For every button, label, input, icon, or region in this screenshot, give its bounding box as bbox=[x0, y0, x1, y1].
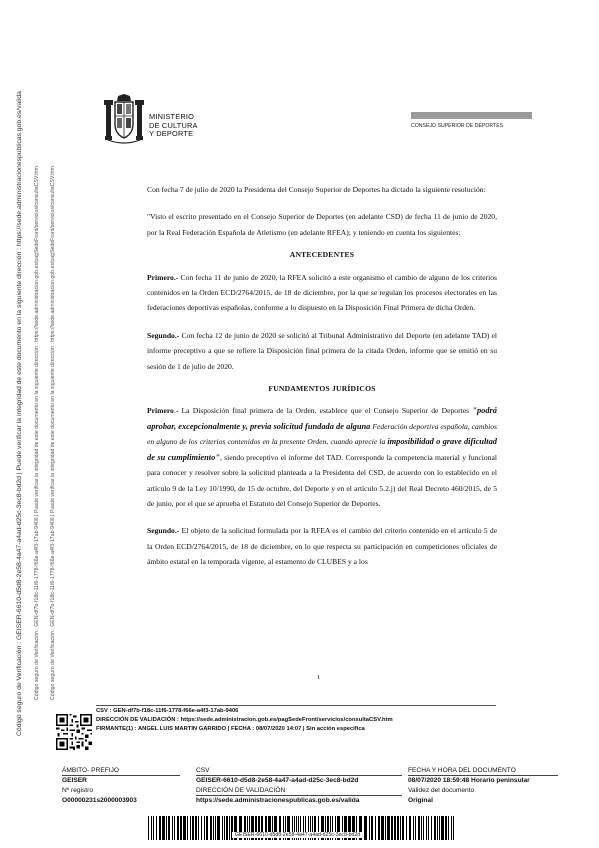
validation-address-line: DIRECCIÓN DE VALIDACIÓN : https://sede.administracion.gob.es/pagSedeFront/servicios/consultaCSV.htm bbox=[96, 717, 393, 723]
csv-label: CSV bbox=[196, 767, 402, 776]
fj-segundo-text: El objeto de la solicitud formulada por la RFEA es el cambio del criterio contenido en el artículo 5 de la Orden ECD/2764/2015, de 18 de diciembre, en lo que respecta su participación en competiciones oficiales de ámbito estatal en la temporada vigente, al estamento de CLUBES y a los bbox=[147, 526, 497, 567]
segundo-text: Con fecha 12 de junio de 2020 se solicitó al Tribunal Administrativo del Deporte (en adelante TAD) el informe preceptivo a que se refiere la Disposición final primera de la citada Orden, informe que se emitió en su sesión de 1 de julio de 2020. bbox=[147, 330, 497, 371]
ambito-value: GEISER bbox=[62, 777, 87, 784]
document-header bbox=[0, 0, 599, 150]
paragraph-segundo bbox=[147, 328, 497, 374]
csv-value: GEISER-6610-d5d8-2e58-4a47-a4ad-d25c-3ec8-bd2d bbox=[196, 777, 359, 784]
ambito-label: ÁMBITO- PREFIJO bbox=[62, 767, 180, 776]
ministry-line-3: Y DEPORTE bbox=[149, 129, 194, 139]
paragraph-primero bbox=[147, 270, 497, 316]
side-verification-text-3: Código seguro de Verificación : GEN-df7b-f18c-11f6-1778-f66e-a4f3-17ab-9406 | Puede verificar la integridad de este documento en la siguiente dirección : https://sede.administracion.gob.es/pagSedeFront/servicios/consultaCSV.htm bbox=[50, 166, 56, 700]
validity-value: Original bbox=[408, 797, 433, 804]
fj-segundo-label: Segundo.- bbox=[147, 526, 180, 536]
document-body bbox=[147, 182, 497, 570]
quote-paragraph: "Visto el escrito presentado en el Consejo Superior de Deportes (en adelante CSD) de fecha 11 de junio de 2020, por la Real Federación Española de Atletismo (en adelante RFEA); y teniendo en cuenta los siguientes: bbox=[147, 212, 497, 237]
footer-rule bbox=[96, 705, 496, 706]
primero-text: Con fecha 11 de junio de 2020, la RFEA solicitó a este organismo el cambio de alguno de los criterios contenidos en la Orden ECD/2764/2015, de 18 de diciembre, por la que se regulan los procesos electorales en las federaciones deportivas españolas, conforme a lo dispuesto en la Disposición Final Primera de dicha Orden. bbox=[147, 272, 497, 313]
signer-line: FIRMANTE(1) : ANGEL LUIS MARTIN GARRIDO | FECHA : 08/07/2020 14:07 | Sin acción específica bbox=[96, 726, 365, 732]
coat-of-arms-logo bbox=[104, 94, 144, 146]
validity-label: Validez del documento bbox=[408, 787, 475, 794]
csd-header-bar bbox=[411, 112, 532, 119]
paragraph-fj-segundo bbox=[147, 523, 497, 569]
fj-primero-text-e: , siendo preceptivo el informe del TAD. Corresponde la competencia material y funcional para conocer y resolver sobre la solicitud planteada a la Presidenta del CSD, de acuerdo con lo establecido en el artículo 9 de la Ley 10/1990, de 15 de octubre, del Deporte y en el artículo 5.2.j) del Real Decreto 460/2015, de 5 de junio, por el que se aprueba el Estatuto del Consejo Superior de Deportes. bbox=[147, 452, 497, 508]
heading-fundamentos: FUNDAMENTOS JURÍDICOS bbox=[268, 384, 376, 394]
fj-primero-label: Primero bbox=[147, 406, 174, 416]
validation-address-label: DIRECCIÓN DE VALIDACIÓN bbox=[196, 787, 402, 796]
fj-primero-text-c: Federación deportiva española, cambios en alguno de los criterios contenidos en la presente Orden, cuando aprecie la bbox=[147, 421, 497, 447]
ministry-line-2: DE CULTURA bbox=[149, 120, 198, 130]
ministry-name bbox=[149, 113, 198, 139]
qr-code-icon bbox=[56, 714, 92, 750]
document-date-value: 08/07/2020 18:59:48 Horario peninsular bbox=[408, 777, 530, 784]
fj-primero-quote-b: "podrá aprobar, excepcionalmente y, previa solicitud fundada de alguna bbox=[147, 406, 497, 431]
page-number: 1 bbox=[317, 674, 321, 681]
registry-number-value: O00000231s2000003903 bbox=[62, 797, 137, 804]
fj-primero-text-a: .- La Disposición final primera de la Orden, establece que el Consejo Superior de Deportes bbox=[173, 406, 473, 416]
csd-label: CONSEJO SUPERIOR DE DEPORTES bbox=[411, 123, 504, 129]
csv-line: CSV : GEN-df7b-f18c-11f6-1778-f66e-a4f3-17ab-9406 bbox=[96, 708, 239, 714]
heading-antecedentes: ANTECEDENTES bbox=[289, 250, 355, 260]
validation-address-link[interactable]: https://sede.administracionespublicas.gob.es/valida bbox=[196, 797, 360, 804]
intro-paragraph: Con fecha 7 de julio de 2020 la Presidenta del Consejo Superior de Deportes ha dictado la siguiente resolución: bbox=[147, 185, 486, 194]
registry-number-label: Nº registro bbox=[62, 787, 93, 794]
paragraph-fj-primero bbox=[147, 403, 497, 511]
side-verification-text-1: Código seguro de Verificación : GEISER-6610-d5d8-2e58-4a47-a4ad-d25c-3ec8-bd2d | Puede verificar la integridad de este documento en la siguiente dirección : https://sede.administracionespublicas.gob.es/valida bbox=[16, 91, 23, 736]
ministry-line-1: MINISTERIO bbox=[149, 112, 195, 121]
document-date-label: FECHA Y HORA DEL DOCUMENTO bbox=[408, 767, 558, 776]
segundo-label: Segundo.- bbox=[147, 330, 180, 340]
primero-label: Primero.- bbox=[147, 272, 179, 282]
side-verification-text-2: Código seguro de Verificación : GEN-df7b-f18c-11f6-1778-f66e-a4f3-17ab-9406 | Puede verificar la integridad de este documento en la siguiente dirección : https://sede.administracion.gob.es/pagSedeFront/servicios/consultaCSV.htm bbox=[34, 166, 40, 700]
fj-primero-quote-d: imposibilidad o grave dificultad de su cumplimiento" bbox=[147, 437, 497, 462]
barcode-text: GEISER-6610-d5d8-2e58-4a47-a4ad-d25c-3ec8-bd2d bbox=[232, 832, 363, 838]
